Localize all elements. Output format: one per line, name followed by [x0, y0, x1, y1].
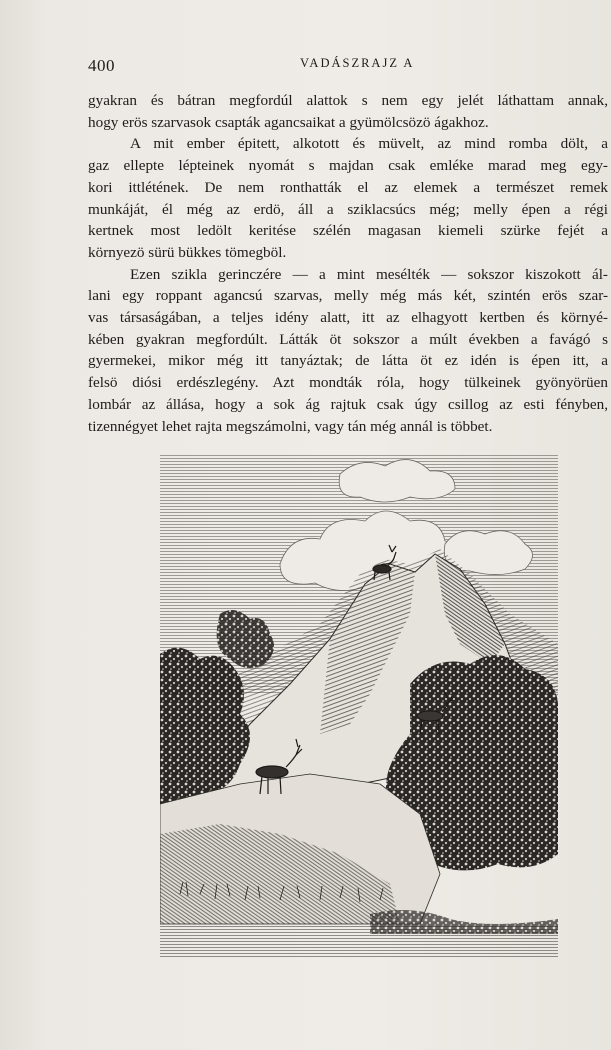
- running-head: VADÁSZRAJZ A: [300, 56, 415, 70]
- page-number: 400: [88, 56, 115, 75]
- paragraph-1: [88, 90, 608, 133]
- paragraph-3: [88, 264, 608, 438]
- text-line: munkáját, él még az erdö, áll a sziklacsúcs még; melly épen a régi: [88, 200, 608, 218]
- engraving-illustration: [160, 454, 558, 959]
- page-header: [88, 52, 608, 76]
- text-line: kori ittlétének. De nem ronthatták el az elemek a természet remek: [88, 178, 608, 196]
- text-line: vas társaságában, a teljes idény alatt, itt az elhagyott kertben és környé-: [88, 309, 608, 327]
- text-line: lombár az állása, hogy a sok ág rajtuk csak úgy csillog az esti fényben,: [88, 395, 608, 413]
- text-line: gyakran és bátran megfordúl alattok s nem egy jelét láthattam annak,: [88, 92, 608, 109]
- paragraph-2: [88, 133, 608, 263]
- text-line: kében gyakran megfordúlt. Látták öt sokszor a múlt években a favágó s: [88, 330, 608, 348]
- text-line: hogy erös szarvasok csapták agancsaikat a gyümölcsözö ágakhoz.: [88, 113, 489, 131]
- text-line: felsö diósi erdészlegény. Azt mondták róla, hogy tülkeinek gyönyörüen: [88, 374, 608, 392]
- text-line: tizennégyet lehet rajta megszámolni, vagy tán még annál is többet.: [88, 417, 493, 435]
- body-text: [88, 90, 608, 437]
- text-line: A mit ember épitett, alkotott és müvelt, az mind romba dölt, a: [130, 135, 608, 153]
- text-line: kertnek most ledölt keritése szélén magasan kiemeli szürke fejét a: [88, 222, 608, 240]
- text-line: gaz ellepte lépteinek nyomát s majdan csak emléke marad meg egy-: [88, 157, 608, 175]
- text-line: gyermekei, mikor még itt tanyáztak; de látta öt ez idén is épen itt, a: [88, 352, 608, 370]
- text-line: Ezen szikla gerinczére — a mint mesélték — sokszor kiszokott ál-: [130, 265, 608, 283]
- text-line: környezö sürü bükkes tömegböl.: [88, 243, 287, 261]
- text-line: lani egy roppant agancsú szarvas, melly még más két, szintén erös szar-: [88, 287, 608, 305]
